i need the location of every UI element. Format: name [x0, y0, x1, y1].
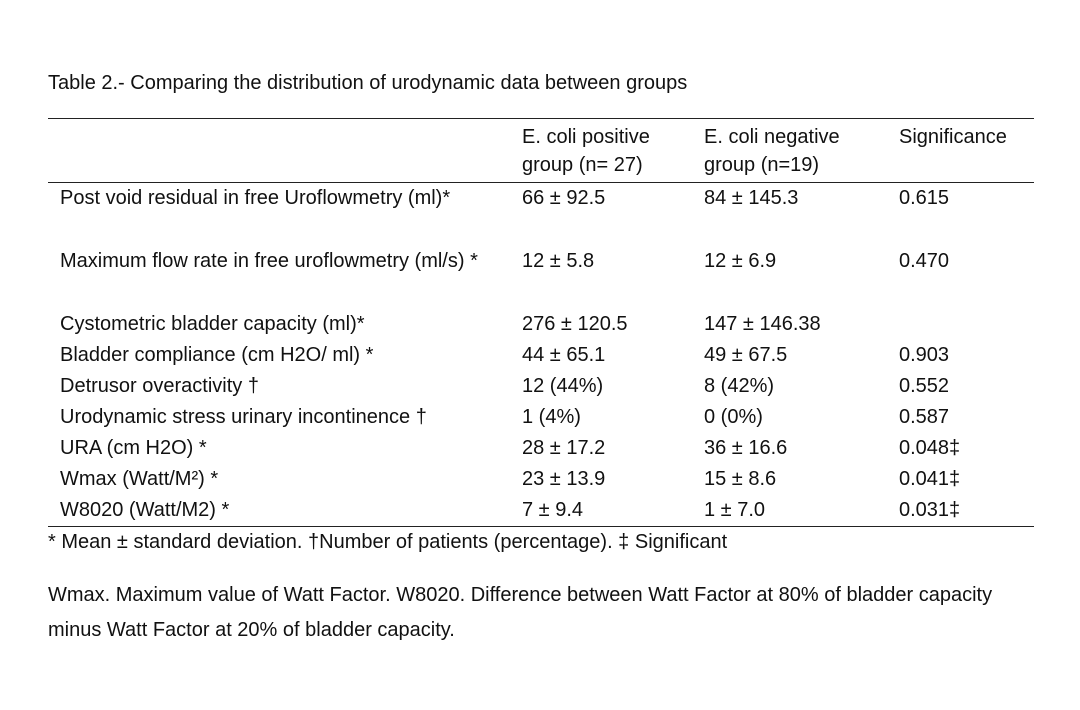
- header-ecoli-negative-line2: group (n=19): [704, 154, 820, 176]
- abbreviation-note: Wmax. Maximum value of Watt Factor. W8020. Difference between Watt Factor at 80% of bladder capacity minus Watt Factor at 20% of bladder capacity.: [48, 584, 993, 641]
- table-row: [48, 402, 1034, 433]
- row-label: Maximum flow rate in free uroflowmetry (ml/s) *: [60, 250, 478, 272]
- cell-positive: 276 ± 120.5: [522, 313, 628, 335]
- cell-significance: 0.041‡: [899, 468, 961, 490]
- cell-negative: 36 ± 16.6: [704, 437, 788, 459]
- cell-positive: 1 (4%): [522, 406, 581, 428]
- cell-negative: 12 ± 6.9: [704, 250, 777, 272]
- row-label: Detrusor overactivity †: [60, 375, 259, 397]
- cell-significance: 0.048‡: [899, 437, 961, 459]
- cell-significance: 0.615: [899, 187, 950, 209]
- cell-positive: 7 ± 9.4: [522, 499, 584, 521]
- cell-significance: 0.587: [899, 406, 950, 428]
- cell-negative: 84 ± 145.3: [704, 187, 799, 209]
- table-title: Table 2.- Comparing the distribution of urodynamic data between groups: [48, 72, 688, 94]
- cell-significance: 0.552: [899, 375, 950, 397]
- cell-significance: 0.031‡: [899, 499, 961, 521]
- table-row: [48, 340, 1034, 371]
- cell-negative: 15 ± 8.6: [704, 468, 777, 490]
- cell-positive: 23 ± 13.9: [522, 468, 606, 490]
- row-label: Cystometric bladder capacity (ml)*: [60, 313, 365, 335]
- row-label: Post void residual in free Uroflowmetry (ml)*: [60, 187, 451, 209]
- table-row: [48, 464, 1034, 495]
- header-significance: Significance: [899, 126, 1007, 148]
- cell-positive: 28 ± 17.2: [522, 437, 606, 459]
- cell-negative: 8 (42%): [704, 375, 775, 397]
- cell-negative: 1 ± 7.0: [704, 499, 766, 521]
- header-ecoli-negative-line1: E. coli negative: [704, 126, 840, 148]
- row-label: W8020 (Watt/M2) *: [60, 499, 230, 521]
- header-ecoli-positive-line1: E. coli positive: [522, 126, 650, 148]
- cell-positive: 12 ± 5.8: [522, 250, 595, 272]
- cell-positive: 44 ± 65.1: [522, 344, 606, 366]
- cell-negative: 0 (0%): [704, 406, 763, 428]
- cell-significance: 0.470: [899, 250, 950, 272]
- row-label: Bladder compliance (cm H2O/ ml) *: [60, 344, 374, 366]
- row-label: Urodynamic stress urinary incontinence †: [60, 406, 427, 428]
- table-row: [48, 433, 1034, 464]
- table-row: [48, 183, 1034, 246]
- row-label: URA (cm H2O) *: [60, 437, 207, 459]
- cell-negative: 147 ± 146.38: [704, 313, 821, 335]
- header-ecoli-positive-line2: group (n= 27): [522, 154, 643, 176]
- urodynamic-table: [48, 118, 1034, 527]
- cell-positive: 12 (44%): [522, 375, 604, 397]
- cell-positive: 66 ± 92.5: [522, 187, 606, 209]
- table-row: [48, 495, 1034, 526]
- cell-significance: 0.903: [899, 344, 950, 366]
- header-ecoli-positive: [522, 123, 650, 179]
- table-row: [48, 371, 1034, 402]
- table-row: [48, 309, 1034, 340]
- header-ecoli-negative: [704, 123, 840, 179]
- row-label: Wmax (Watt/M²) *: [60, 468, 219, 490]
- table-footnote: * Mean ± standard deviation. †Number of patients (percentage). ‡ Significant: [48, 531, 728, 553]
- table-row: [48, 246, 1034, 309]
- cell-negative: 49 ± 67.5: [704, 344, 788, 366]
- table-header-row: [48, 119, 1034, 183]
